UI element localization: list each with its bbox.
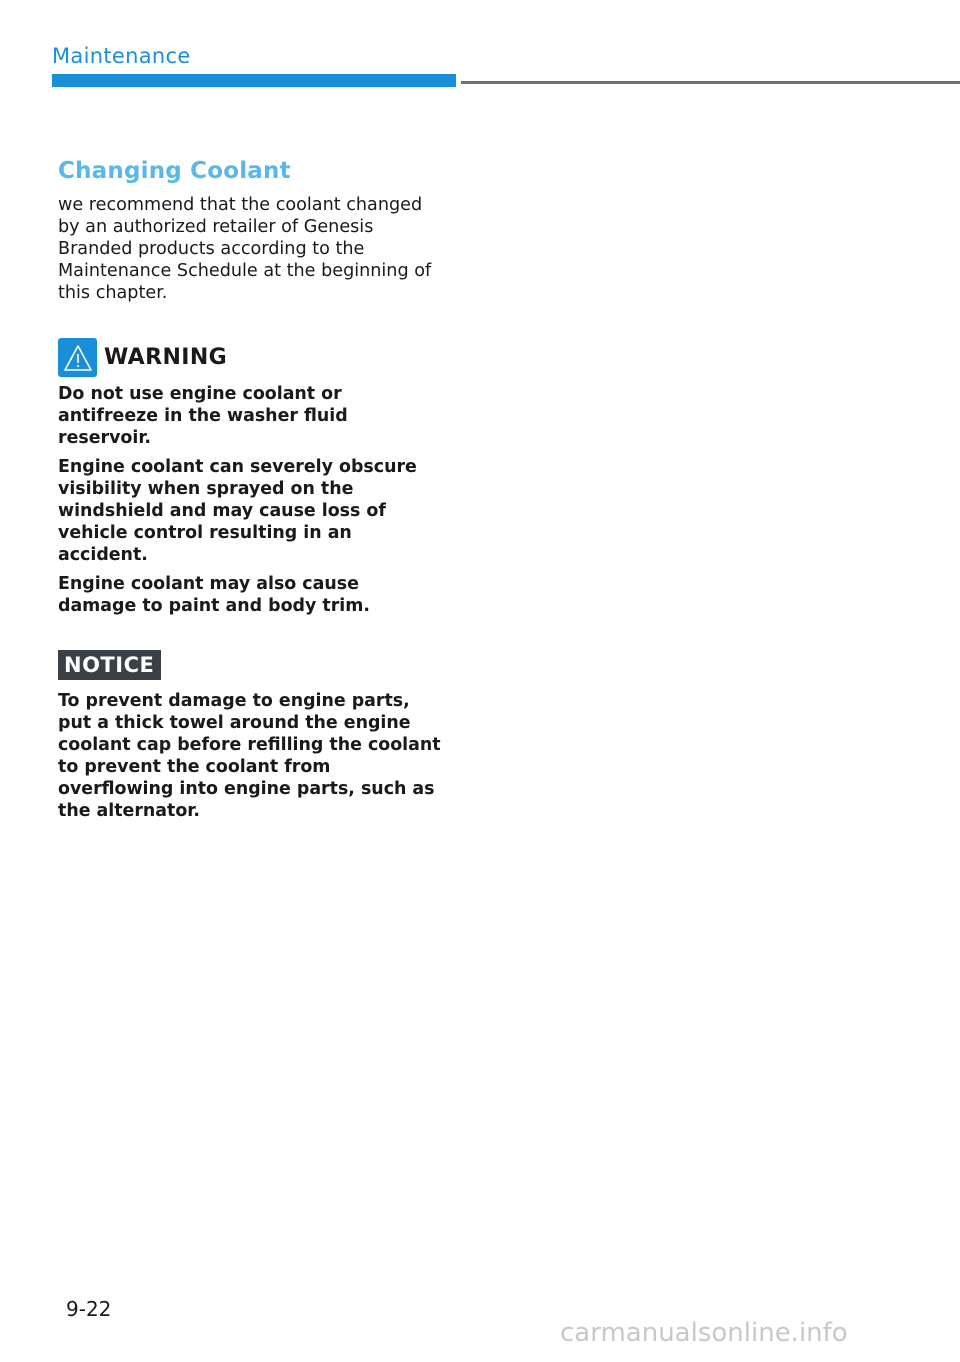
warning-paragraph-2: Engine coolant can severely obscure visibility when sprayed on the windshield and may cause loss of vehicle control resulting in an accident. (58, 457, 417, 565)
warning-label: WARNING (104, 345, 228, 370)
header-title: Maintenance (52, 44, 191, 68)
header-bar-divider (461, 81, 960, 84)
warning-paragraph-1: Do not use engine coolant or antifreeze in the washer fluid reservoir. (58, 384, 348, 448)
watermark: carmanualsonline.info (560, 1318, 848, 1348)
content-section (58, 158, 443, 829)
section-body: we recommend that the coolant changed by an authorized retailer of Genesis Branded products according to the Maintenance Schedule at the beginning of this chapter. (58, 195, 432, 303)
warning-triangle-icon (58, 338, 97, 377)
warning-paragraph-3: Engine coolant may also cause damage to paint and body trim. (58, 574, 370, 616)
notice-body: To prevent damage to engine parts, put a thick towel around the engine coolant cap before refilling the coolant to prevent the coolant from overflowing into engine parts, such as the alternator. (58, 691, 441, 821)
header-bar-accent (52, 74, 456, 87)
page-number: 9-22 (66, 1297, 112, 1321)
notice-badge: NOTICE (58, 650, 161, 680)
section-title: Changing Coolant (58, 158, 291, 184)
warning-header (58, 338, 443, 377)
